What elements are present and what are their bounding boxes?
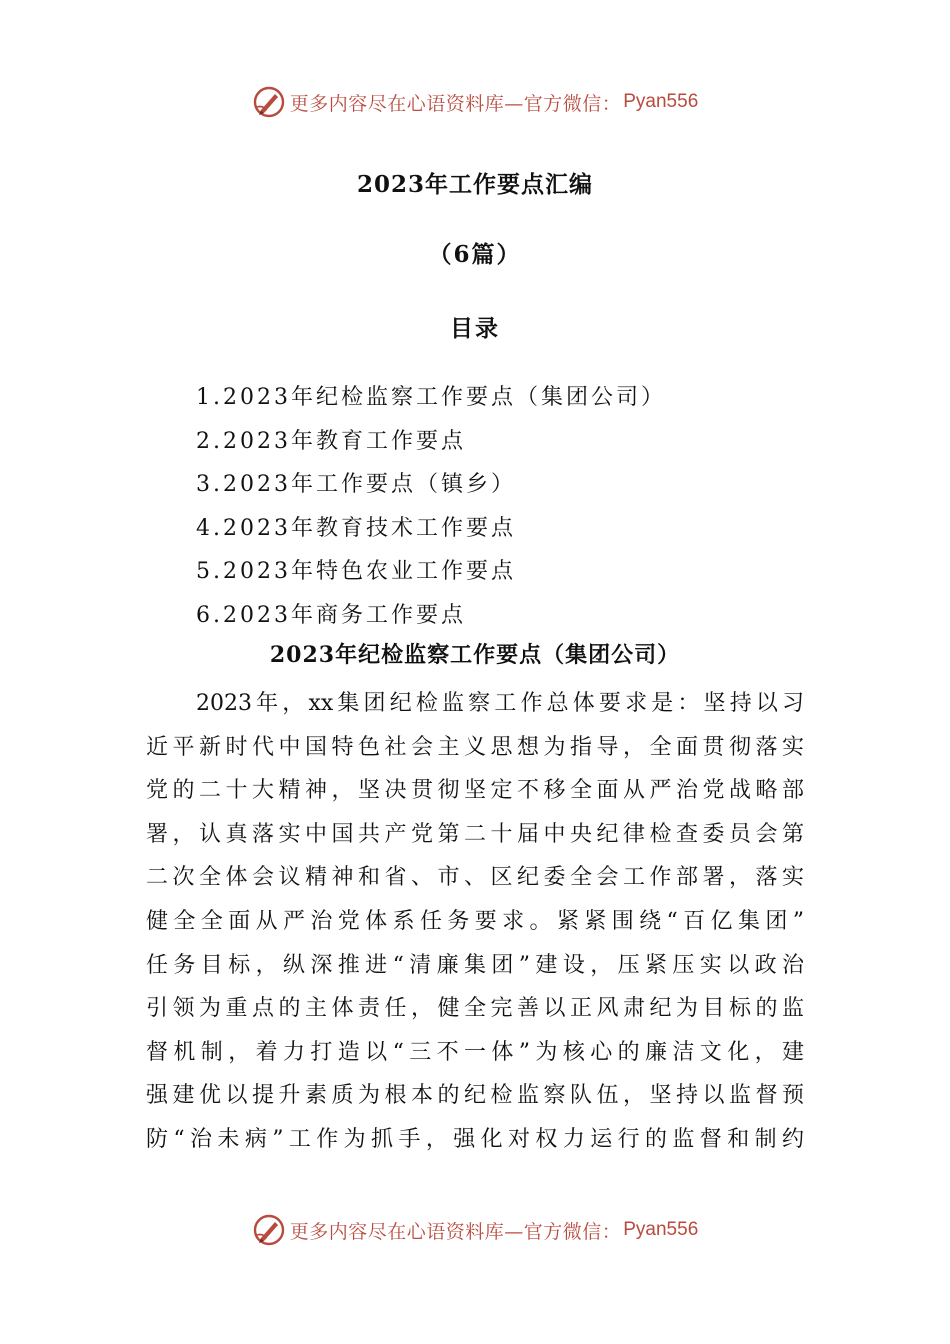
watermark-promo-text: 更多内容尽在心语资料库—官方微信： — [289, 92, 622, 115]
document-title: 2023年工作要点汇编 — [356, 171, 593, 198]
paragraph-line: 任务目标，纵深推进“清廉集团”建设，压紧压实以政治 — [146, 952, 804, 978]
paragraph-line: 强建优以提升素质为根本的纪检监察队伍，坚持以监督预 — [146, 1083, 804, 1109]
toc-item: 4.2023年教育技术工作要点 — [196, 515, 516, 541]
section-title: 2023年纪检监察工作要点（集团公司） — [269, 642, 681, 668]
pen-logo-icon — [252, 85, 286, 119]
toc-item: 5.2023年特色农业工作要点 — [196, 559, 516, 585]
toc-heading: 目录 — [450, 315, 500, 342]
watermark-promo-text: 更多内容尽在心语资料库—官方微信： — [289, 1220, 622, 1243]
paragraph-line: 署，认真落实中国共产党第二十届中央纪律检查委员会第 — [146, 821, 804, 847]
watermark-wechat-handle: Pyan556 — [623, 1219, 699, 1240]
paragraph-line: 引领为重点的主体责任，健全完善以正风肃纪为目标的监 — [146, 996, 804, 1022]
footer-watermark — [0, 1208, 950, 1252]
paragraph-line: 防“治未病”工作为抓手，强化对权力运行的监督和制约 — [146, 1126, 804, 1152]
paragraph-line: 2023年，xx集团纪检监察工作总体要求是：坚持以习 — [196, 691, 804, 716]
paragraph-line: 党的二十大精神，坚决贯彻坚定不移全面从严治党战略部 — [146, 778, 804, 804]
table-of-contents — [196, 376, 666, 638]
paragraph-line: 督机制，着力打造以“三不一体”为核心的廉洁文化，建 — [146, 1039, 804, 1065]
document-subtitle: （6篇） — [428, 241, 522, 268]
body-paragraph — [146, 682, 804, 1162]
paragraph-line: 健全全面从严治党体系任务要求。紧紧围绕“百亿集团” — [146, 908, 804, 934]
toc-item: 2.2023年教育工作要点 — [196, 428, 466, 454]
toc-item: 3.2023年工作要点（镇乡） — [196, 472, 516, 498]
toc-item: 6.2023年商务工作要点 — [196, 602, 466, 628]
header-watermark — [0, 80, 950, 124]
pen-logo-icon — [252, 1213, 286, 1247]
paragraph-line: 近平新时代中国特色社会主义思想为指导，全面贯彻落实 — [146, 734, 804, 760]
paragraph-line: 二次全体会议精神和省、市、区纪委全会工作部署，落实 — [146, 865, 804, 891]
watermark-wechat-handle: Pyan556 — [623, 91, 699, 112]
toc-item: 1.2023年纪检监察工作要点（集团公司） — [196, 385, 666, 410]
